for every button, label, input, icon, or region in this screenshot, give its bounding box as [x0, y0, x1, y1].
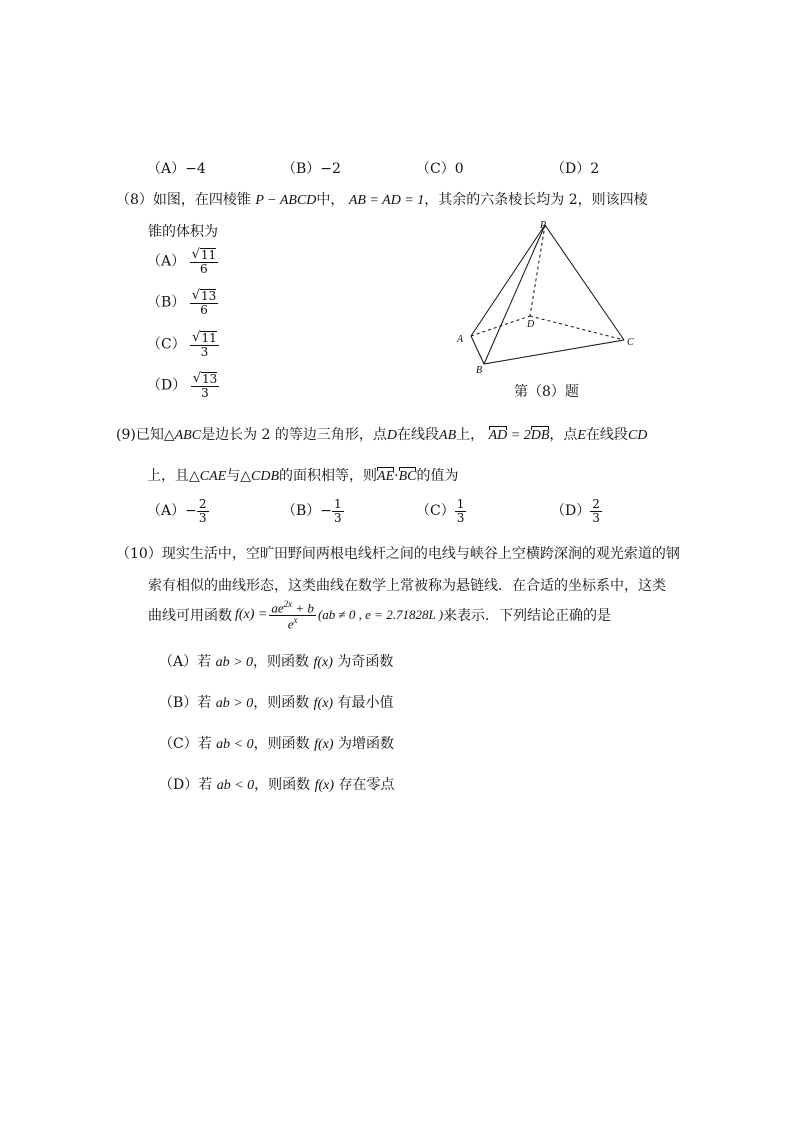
q8-option-d: （D） √ 13 3 [147, 371, 218, 400]
q10-option-d: （D）若 ab < 0，则函数 f(x) 存在零点 [159, 777, 395, 793]
q9-option-a: （A）− $\frac{2}{3}$ [147, 497, 207, 525]
q8-option-a: （A） √ 11 6 [147, 247, 217, 276]
q8-stem-line2: 锥的体积为 [148, 224, 218, 240]
vector-bc: BC [398, 469, 417, 484]
q10-option-a: （A）若 ab > 0，则函数 f(x) 为奇函数 [159, 654, 394, 670]
q10-stem-line2: 索有相似的曲线形态，这类曲线在数学上常被称为悬链线．在合适的坐标系中，这类 [148, 578, 666, 594]
fraction: $\frac{2}{3}$ [592, 497, 600, 525]
q9-stem-line2: 上，且△CAE与△CDB的面积相等，则AE·BC的值为 [147, 468, 459, 484]
fraction: √ 13 3 [192, 371, 218, 400]
vector-ad: AD [488, 428, 508, 443]
q7-option-a: （A）−4 [147, 161, 206, 177]
edge-pb [484, 225, 545, 364]
vector-db: DB [530, 428, 550, 443]
edge-bc [484, 340, 624, 364]
q10-stem-line1: （10）现实生活中，空旷田野间两根电线杆之间的电线与峡谷上空横跨深涧的观光索道的钢 [116, 546, 680, 562]
fraction: √ 11 3 [192, 330, 217, 359]
q10-stem-line3: 曲线可用函数 f(x) = $\frac{ae^{2x} + b}{e^x}$ (ab ≠ 0 , e = 2.71828L ) 来表示．下列结论正确的是 [148, 599, 612, 632]
edge-pd-hidden [530, 225, 545, 316]
q8-stem-line1: （8）如图，在四棱锥 P − ABCD中， AB = AD = 1，其余的六条棱长均为 2，则该四棱 [116, 192, 648, 208]
q9-option-d: （D） $\frac{2}{3}$ [551, 497, 600, 525]
label-a: A [457, 334, 464, 345]
vector-ae: AE [377, 469, 395, 484]
fraction: √ 13 6 [191, 288, 217, 317]
q7-option-b: （B）−2 [282, 161, 341, 177]
figure-caption: 第（8）题 [514, 384, 579, 400]
edge-ad-hidden [471, 316, 530, 336]
q8-option-b: （B） √ 13 6 [147, 288, 217, 317]
label-d: D [527, 319, 535, 330]
label-b: B [476, 365, 483, 376]
edge-ab [471, 336, 484, 364]
q9-stem-line1: (9)已知△ABC是边长为 2 的等边三角形，点D在线段AB上， AD = 2DB，点E在线段CD [116, 427, 648, 443]
q7-option-d: （D）2 [551, 161, 600, 177]
catenary-fraction: $\frac{ae^{2x} + b}{e^x}$ [271, 599, 314, 632]
fraction: √ 11 6 [191, 247, 217, 276]
fraction: $\frac{1}{3}$ [334, 497, 342, 525]
fraction: $\frac{2}{3}$ [198, 497, 207, 525]
fraction: $\frac{1}{3}$ [456, 497, 465, 525]
q10-option-c: （C）若 ab < 0，则函数 f(x) 为增函数 [159, 736, 394, 752]
label-c: C [627, 337, 634, 348]
q9-option-c: （C） $\frac{1}{3}$ [416, 497, 465, 525]
pyramid-figure [450, 215, 650, 380]
edge-pc [545, 225, 624, 340]
q9-option-b: （B）− $\frac{1}{3}$ [282, 497, 342, 525]
q8-option-c: （C） √ 11 3 [147, 330, 217, 359]
label-p: P [540, 220, 547, 231]
q7-option-c: （C）0 [416, 161, 464, 177]
q10-option-b: （B）若 ab > 0，则函数 f(x) 有最小值 [159, 695, 394, 711]
